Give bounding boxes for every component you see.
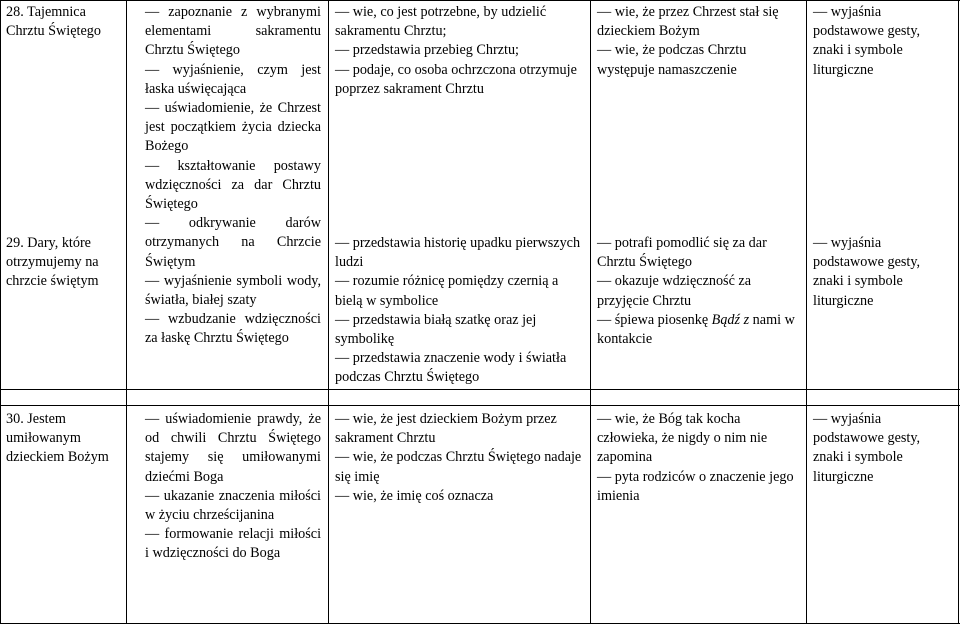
knowledge-item: — wie, że imię coś oznacza [335, 487, 583, 506]
column-divider [806, 0, 807, 624]
table-border-bottom [0, 623, 960, 624]
row-divider-top [0, 389, 960, 390]
skills-item: — potrafi pomodlić się za dar Chrztu Świętego [597, 234, 799, 272]
knowledge-item: — przedstawia znaczenie wody i światła podczas Chrztu Świętego [335, 349, 583, 387]
content-item: — wyjaśnienie symboli wody, światła, białej szaty [145, 272, 321, 310]
column-divider [958, 0, 959, 624]
content-item: — formowanie relacji miłości i wdzięczności do Boga [145, 525, 321, 563]
skills-item: — pyta rodziców o znaczenie jego imienia [597, 468, 799, 506]
methods-cell [808, 1, 958, 80]
content-cell [140, 408, 326, 564]
skills-item-text: nami w kontakcie [597, 311, 795, 348]
methods-item: — wyjaśnia podstawowe gesty, znaki i symbole liturgiczne [813, 3, 953, 80]
content-item: — wyjaśnienie, czym jest łaska uświęcająca [145, 61, 321, 99]
column-divider [126, 0, 127, 624]
skills-item: — wie, że podczas Chrztu występuje namaszczenie [597, 41, 799, 79]
topic-title: 28. Tajemnica Chrztu Świętego [6, 4, 101, 40]
knowledge-item: — przedstawia historię upadku pierwszych ludzi [335, 234, 583, 272]
skills-item: — okazuje wdzięczność za przyjęcie Chrztu [597, 272, 799, 310]
content-item: — kształtowanie postawy wdzięczności za dar Chrztu Świętego [145, 157, 321, 215]
content-item: — odkrywanie darów otrzymanych na Chrzcie Świętym [145, 214, 321, 272]
skills-item [597, 311, 799, 349]
column-divider [0, 0, 1, 624]
content-item: — wzbudzanie wdzięczności za łaskę Chrztu Świętego [145, 310, 321, 348]
knowledge-item: — rozumie różnicę pomiędzy czernią a bielą w symbolice [335, 272, 583, 310]
skills-item: — wie, że przez Chrzest stał się dzieckiem Bożym [597, 3, 799, 41]
knowledge-item: — podaje, co osoba ochrzczona otrzymuje poprzez sakrament Chrztu [335, 61, 583, 99]
column-divider [590, 0, 591, 624]
content-item: — zapoznanie z wybranymi elementami sakramentu Chrztu Świętego [145, 3, 321, 61]
row-divider-bottom [0, 405, 960, 406]
topic-cell [1, 1, 126, 41]
topic-title: 29. Dary, które otrzymujemy na chrzcie świętym [6, 235, 99, 290]
column-divider [328, 0, 329, 624]
knowledge-cell [330, 408, 588, 506]
song-title: Bądź z [711, 311, 750, 328]
skills-cell [592, 232, 804, 349]
skills-item: — wie, że Bóg tak kocha człowieka, że nigdy o nim nie zapomina [597, 410, 799, 468]
knowledge-item: — wie, że podczas Chrztu Świętego nadaje się imię [335, 448, 583, 486]
topic-cell [1, 408, 126, 468]
methods-cell [808, 408, 958, 487]
topic-title: 30. Jestem umiłowanym dzieckiem Bożym [6, 411, 109, 466]
methods-cell [808, 232, 958, 311]
knowledge-item: — przedstawia przebieg Chrztu; [335, 41, 583, 60]
topic-cell [1, 232, 126, 292]
knowledge-cell [330, 1, 588, 99]
skills-cell [592, 1, 804, 80]
knowledge-item: — wie, co jest potrzebne, by udzielić sakramentu Chrztu; [335, 3, 583, 41]
skills-item-text: śpiewa piosenkę [614, 311, 712, 328]
content-cell [140, 1, 326, 349]
methods-item: — wyjaśnia podstawowe gesty, znaki i symbole liturgiczne [813, 410, 953, 487]
methods-item: — wyjaśnia podstawowe gesty, znaki i symbole liturgiczne [813, 234, 953, 311]
knowledge-item: — przedstawia białą szatkę oraz jej symbolikę [335, 311, 583, 349]
content-item: — uświadomienie, że Chrzest jest początkiem życia dziecka Bożego [145, 99, 321, 157]
skills-cell [592, 408, 804, 506]
knowledge-item: — wie, że jest dzieckiem Bożym przez sakrament Chrztu [335, 410, 583, 448]
content-item: — ukazanie znaczenia miłości w życiu chrześcijanina [145, 487, 321, 525]
knowledge-cell [330, 232, 588, 388]
content-item: — uświadomienie prawdy, że od chwili Chrztu Świętego stajemy się umiłowanymi dziećmi Boga [145, 410, 321, 487]
